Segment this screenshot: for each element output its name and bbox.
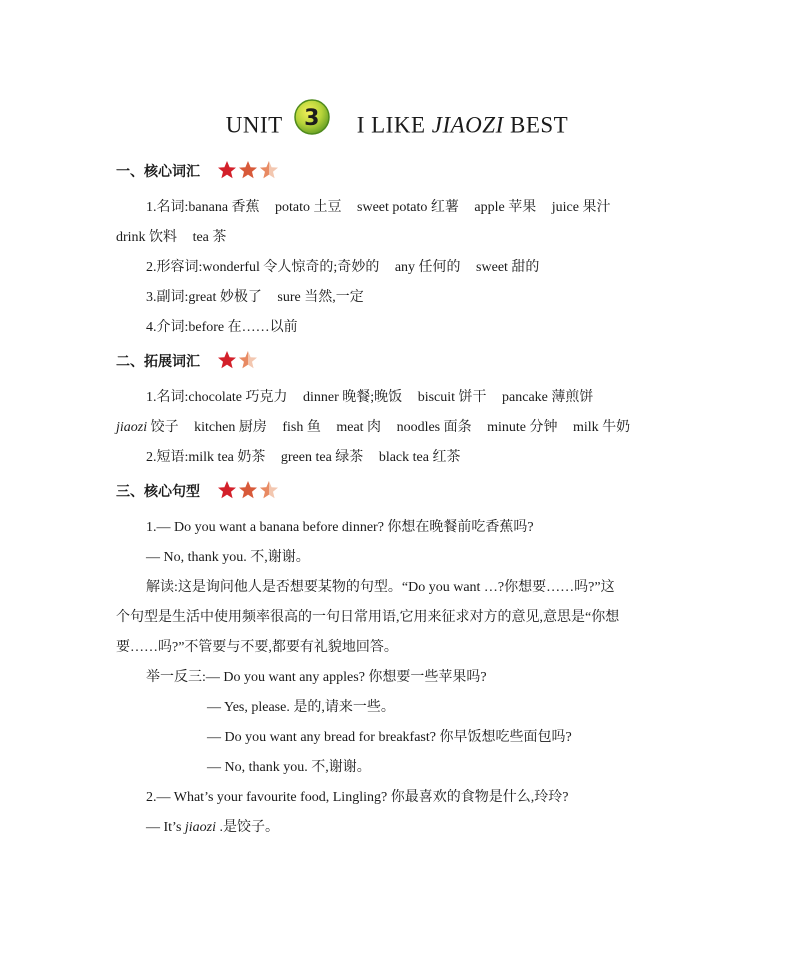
vocab-item: noodles 面条 (396, 420, 472, 435)
pattern-question-1: 1.— Do you want a banana before dinner? 你想在晚餐前吃香蕉吗? (146, 520, 534, 535)
pattern-question-2: 2.— What’s your favourite food, Lingling? 你最喜欢的食物是什么,玲玲? (146, 790, 569, 805)
section-heading-text: 三、核心句型 (116, 484, 200, 500)
vocab-item: minute 分钟 (487, 420, 558, 435)
rating-stars-icon (217, 350, 261, 370)
section-heading-text: 二、拓展词汇 (116, 354, 200, 370)
vocab-item: meat 肉 (336, 420, 382, 435)
vocab-item: 饺子 (147, 420, 179, 435)
explanation-line-3: 要……吗?”不管要与不要,都要有礼貌地回答。 (116, 640, 398, 655)
core-vocab-line-1 (146, 198, 610, 218)
vocab-item: 1.名词:chocolate 巧克力 (146, 390, 288, 405)
core-vocab-line-4 (146, 288, 364, 308)
vocab-item: kitchen 厨房 (194, 420, 267, 435)
ext-vocab-line-1 (146, 388, 593, 408)
core-vocab-line-2 (116, 228, 226, 248)
rating-stars-icon (217, 480, 281, 500)
vocab-item: apple 苹果 (474, 200, 537, 215)
explanation-line-1: 解读:这是询问他人是否想要某物的句型。“Do you want …?你想要……吗?”这 (146, 580, 615, 595)
example-line-1: 举一反三:— Do you want any apples? 你想要一些苹果吗? (146, 670, 487, 685)
section-heading-patterns (116, 482, 281, 502)
vocab-item: fish 鱼 (282, 420, 321, 435)
vocab-item: green tea 绿茶 (280, 450, 364, 465)
title-italic: JIAOZI (431, 112, 504, 138)
vocab-item: any 任何的 (394, 260, 461, 275)
unit-number: 3 (303, 106, 320, 131)
core-vocab-line-5 (146, 318, 298, 338)
vocab-item: milk 牛奶 (573, 420, 631, 435)
vocab-item: drink 饮料 (116, 230, 178, 245)
answer-text: .是饺子。 (216, 820, 280, 835)
answer-text: — It’s (146, 820, 185, 835)
explanation-line-2: 个句型是生活中使用频率很高的一句日常用语,它用来征求对方的意见,意思是“你想 (116, 610, 620, 625)
vocab-item: juice 果汁 (551, 200, 611, 215)
vocab-item: biscuit 饼干 (417, 390, 487, 405)
rating-stars-icon (217, 160, 281, 180)
vocab-item: 2.形容词:wonderful 令人惊奇的;奇妙的 (146, 260, 380, 275)
unit-title (0, 106, 794, 142)
vocab-item: dinner 晚餐;晚饭 (303, 390, 403, 405)
section-heading-core-vocab (116, 162, 281, 182)
pattern-answer-1: — No, thank you. 不,谢谢。 (146, 550, 310, 565)
pattern-answer-2 (146, 818, 279, 838)
vocab-item: 2.短语:milk tea 奶茶 (146, 450, 266, 465)
vocab-item: sweet 甜的 (476, 260, 540, 275)
answer-italic: jiaozi (184, 820, 217, 835)
section-heading-ext-vocab (116, 352, 261, 372)
vocab-item: potato 土豆 (275, 200, 342, 215)
vocab-item-italic: jiaozi (116, 420, 148, 435)
title-suffix: BEST (503, 112, 569, 138)
title-main: I LIKE (356, 112, 432, 138)
ext-vocab-line-2 (116, 418, 630, 438)
vocab-item: 4.介词:before 在……以前 (146, 320, 298, 335)
unit-number-badge (293, 98, 331, 142)
example-line-4: — No, thank you. 不,谢谢。 (207, 760, 371, 775)
core-vocab-line-3 (146, 258, 539, 278)
vocab-item: tea 茶 (192, 230, 227, 245)
ext-vocab-line-3 (146, 448, 460, 468)
vocab-item: black tea 红茶 (378, 450, 461, 465)
vocab-item: sure 当然,一定 (277, 290, 364, 305)
vocab-item: 1.名词:banana 香蕉 (146, 200, 260, 215)
example-line-3: — Do you want any bread for breakfast? 你早饭想吃些面包吗? (207, 730, 572, 745)
section-heading-text: 一、核心词汇 (116, 164, 200, 180)
unit-label: UNIT (225, 112, 283, 138)
vocab-item: sweet potato 红薯 (357, 200, 459, 215)
vocab-item: 3.副词:great 妙极了 (146, 290, 262, 305)
example-line-2: — Yes, please. 是的,请来一些。 (207, 700, 395, 715)
vocab-item: pancake 薄煎饼 (502, 390, 594, 405)
